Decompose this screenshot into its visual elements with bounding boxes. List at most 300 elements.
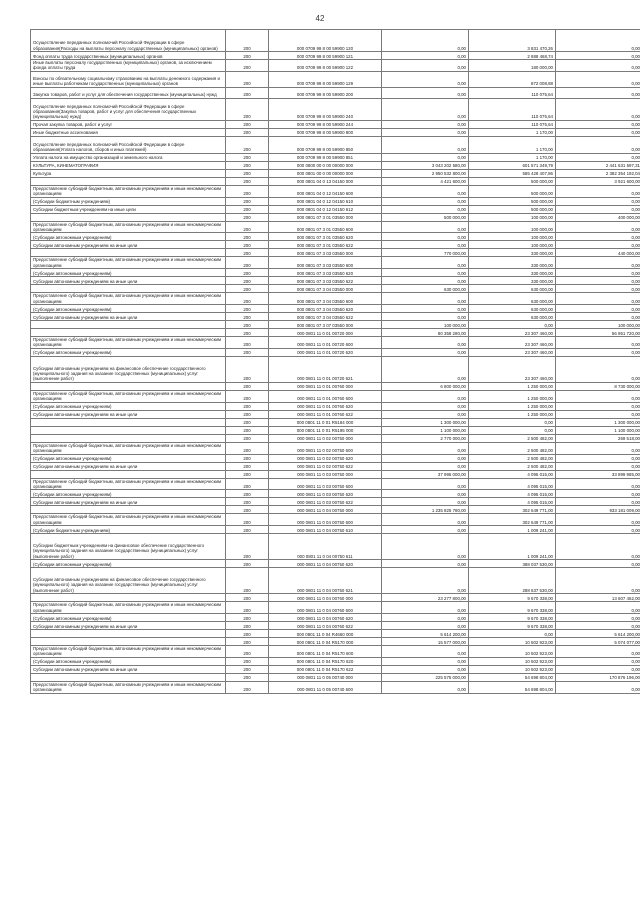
row-name-cell: Осуществление переданных полномочий Российской Федерации в сфере образования(Закупка товаров, работ и услуг для обеспечения государственных (муниципальных) нужд)	[31, 98, 226, 120]
row-kbk-cell: 000 0709 99 8 00 59900 240	[269, 98, 382, 120]
page-number: 42	[315, 14, 325, 23]
table-row	[31, 205, 640, 213]
row-executed-cell: 1 250 000,00	[469, 390, 556, 402]
row-unexecuted-cell: 0,00	[556, 277, 640, 285]
row-executed-cell: 630 000,00	[469, 313, 556, 321]
row-kbk-cell: 000 0801 00 0 00 00000 000	[269, 169, 382, 177]
row-name-cell: Предоставление субсидий бюджетным, автономным учреждениям и иным некоммерческим организациям	[31, 337, 226, 349]
row-approved-cell: 0,00	[382, 337, 469, 349]
row-code-cell: 200	[226, 418, 269, 426]
row-executed-cell: 630 000,00	[469, 285, 556, 293]
row-unexecuted-cell: 0,00	[556, 305, 640, 313]
row-kbk-cell: 000 0801 11 0 02 00750 000	[269, 434, 382, 442]
row-name-cell: Субсидии бюджетным учреждениям на иные цели	[31, 205, 226, 213]
row-approved-cell: 1 235 825 780,00	[382, 506, 469, 514]
row-executed-cell: 1 009 241,00	[469, 526, 556, 534]
row-executed-cell: 54 698 804,00	[469, 673, 556, 681]
row-code-cell: 200	[226, 629, 269, 637]
row-code-cell: 200	[226, 506, 269, 514]
row-unexecuted-cell: 0,00	[556, 602, 640, 614]
row-approved-cell: 0,00	[382, 356, 469, 382]
table-row	[31, 602, 640, 614]
row-executed-cell: 585 428 407,86	[469, 169, 556, 177]
row-name-cell: Субсидии автономным учреждениям на иные цели	[31, 241, 226, 249]
table-row	[31, 136, 640, 153]
row-approved-cell: 630 000,00	[382, 285, 469, 293]
row-approved-cell: 0,00	[382, 60, 469, 72]
row-approved-cell: 0,00	[382, 348, 469, 356]
row-executed-cell: 0,00	[469, 629, 556, 637]
row-code-cell: 200	[226, 293, 269, 305]
row-code-cell: 200	[226, 221, 269, 233]
row-kbk-cell: 000 0801 11 0 05 00740 600	[269, 681, 382, 693]
row-name-cell: Фонд оплаты труда государственных (муниципальных) органов	[31, 52, 226, 60]
row-approved-cell: 0,00	[382, 153, 469, 161]
row-unexecuted-cell: 0,00	[556, 478, 640, 490]
row-name-cell: Прочая закупка товаров, работ и услуг	[31, 120, 226, 128]
row-approved-cell: 0,00	[382, 665, 469, 673]
table-row	[31, 673, 640, 681]
row-executed-cell: 4 095 015,00	[469, 498, 556, 506]
row-approved-cell: 0,00	[382, 87, 469, 98]
row-executed-cell: 110 075,64	[469, 120, 556, 128]
row-kbk-cell: 000 0801 04 0 12 04150 612	[269, 205, 382, 213]
row-executed-cell: 601 571 349,79	[469, 161, 556, 169]
table-row	[31, 506, 640, 514]
row-approved-cell: 1 300 000,00	[382, 418, 469, 426]
row-executed-cell: 23 307 460,00	[469, 356, 556, 382]
row-unexecuted-cell: 0,00	[556, 153, 640, 161]
row-approved-cell: 0,00	[382, 402, 469, 410]
row-executed-cell: 4 095 015,00	[469, 470, 556, 478]
row-unexecuted-cell: 933 181 009,00	[556, 506, 640, 514]
row-name-cell	[31, 382, 226, 390]
row-kbk-cell: 000 0801 11 0 04 R5170 000	[269, 637, 382, 645]
row-executed-cell: 54 698 804,00	[469, 681, 556, 693]
table-row	[31, 277, 640, 285]
row-executed-cell: 100 000,00	[469, 233, 556, 241]
row-unexecuted-cell: 0,00	[556, 221, 640, 233]
row-unexecuted-cell: 1 300 000,00	[556, 418, 640, 426]
row-unexecuted-cell: 0,00	[556, 410, 640, 418]
table-row	[31, 233, 640, 241]
row-approved-cell: 100 000,00	[382, 321, 469, 329]
row-code-cell: 200	[226, 454, 269, 462]
row-unexecuted-cell: 33 899 985,00	[556, 470, 640, 478]
row-code-cell: 200	[226, 313, 269, 321]
row-code-cell: 200	[226, 594, 269, 602]
row-unexecuted-cell: 0,00	[556, 568, 640, 594]
row-approved-cell: 5 614 200,00	[382, 629, 469, 637]
row-approved-cell: 0,00	[382, 602, 469, 614]
row-kbk-cell: 000 0801 11 0 01 00760 622	[269, 410, 382, 418]
row-kbk-cell: 000 0801 11 0 03 00750 000	[269, 470, 382, 478]
row-code-cell: 200	[226, 426, 269, 434]
row-name-cell: (Субсидии бюджетным учреждениям)	[31, 526, 226, 534]
row-code-cell: 200	[226, 382, 269, 390]
row-executed-cell: 500 000,00	[469, 197, 556, 205]
table-row	[31, 594, 640, 602]
row-executed-cell: 4 095 015,00	[469, 490, 556, 498]
row-executed-cell: 10 502 923,00	[469, 665, 556, 673]
row-executed-cell: 330 000,00	[469, 277, 556, 285]
row-unexecuted-cell: 0,00	[556, 490, 640, 498]
table-row	[31, 402, 640, 410]
row-unexecuted-cell: 2 441 631 597,31	[556, 161, 640, 169]
row-name-cell	[31, 506, 226, 514]
row-name-cell	[31, 470, 226, 478]
row-unexecuted-cell: 269 518,00	[556, 434, 640, 442]
row-unexecuted-cell: 0,00	[556, 285, 640, 293]
row-approved-cell: 15 577 000,00	[382, 637, 469, 645]
row-code-cell: 200	[226, 205, 269, 213]
row-kbk-cell: 000 0801 04 0 12 04150 600	[269, 185, 382, 197]
row-unexecuted-cell: 0,00	[556, 657, 640, 665]
table-row	[31, 249, 640, 257]
row-code-cell: 200	[226, 390, 269, 402]
table-row	[31, 98, 640, 120]
row-name-cell: (Субсидии автономным учреждениям)	[31, 490, 226, 498]
row-code-cell: 200	[226, 161, 269, 169]
row-unexecuted-cell: 0,00	[556, 348, 640, 356]
row-approved-cell: 770 000,00	[382, 249, 469, 257]
table-row	[31, 321, 640, 329]
row-approved-cell: 0,00	[382, 128, 469, 136]
row-unexecuted-cell: 13 607 462,00	[556, 594, 640, 602]
table-row	[31, 621, 640, 629]
row-name-cell: Предоставление субсидий бюджетным, автономным учреждениям и иным некоммерческим организациям	[31, 293, 226, 305]
row-executed-cell: 0,00	[469, 321, 556, 329]
row-code-cell: 200	[226, 128, 269, 136]
row-unexecuted-cell: 2 382 354 192,04	[556, 169, 640, 177]
row-approved-cell: 500 000,00	[382, 213, 469, 221]
row-approved-cell: 0,00	[382, 645, 469, 657]
row-code-cell: 200	[226, 498, 269, 506]
row-code-cell: 200	[226, 185, 269, 197]
row-approved-cell: 0,00	[382, 410, 469, 418]
row-name-cell	[31, 329, 226, 337]
row-name-cell: (Субсидии автономным учреждениям)	[31, 657, 226, 665]
row-executed-cell: 1 170,00	[469, 153, 556, 161]
row-kbk-cell: 000 0801 04 0 13 04150 000	[269, 177, 382, 185]
row-unexecuted-cell: 0,00	[556, 313, 640, 321]
row-name-cell: Предоставление субсидий бюджетным, автономным учреждениям и иным некоммерческим организациям	[31, 221, 226, 233]
row-executed-cell: 2 500 482,00	[469, 454, 556, 462]
row-unexecuted-cell: 0,00	[556, 665, 640, 673]
row-executed-cell: 302 649 771,00	[469, 506, 556, 514]
row-approved-cell: 3 043 202 580,00	[382, 161, 469, 169]
row-kbk-cell: 000 0801 11 0 02 00750 620	[269, 454, 382, 462]
table-row	[31, 526, 640, 534]
row-approved-cell: 0,00	[382, 277, 469, 285]
row-executed-cell: 500 000,00	[469, 185, 556, 197]
table-row	[31, 568, 640, 594]
row-name-cell	[31, 426, 226, 434]
row-code-cell: 200	[226, 213, 269, 221]
row-unexecuted-cell: 0,00	[556, 197, 640, 205]
row-executed-cell: 110 075,64	[469, 87, 556, 98]
row-unexecuted-cell: 0,00	[556, 120, 640, 128]
row-code-cell: 200	[226, 665, 269, 673]
table-row	[31, 514, 640, 526]
row-kbk-cell: 000 0801 04 0 12 04150 610	[269, 197, 382, 205]
table-row	[31, 534, 640, 560]
row-executed-cell: 1 170,00	[469, 128, 556, 136]
row-kbk-cell: 000 0801 11 0 04 R4660 000	[269, 629, 382, 637]
row-kbk-cell: 000 0709 99 8 00 59900 129	[269, 71, 382, 87]
row-approved-cell: 0,00	[382, 498, 469, 506]
row-approved-cell: 0,00	[382, 454, 469, 462]
row-unexecuted-cell: 0,00	[556, 98, 640, 120]
row-code-cell: 200	[226, 277, 269, 285]
table-row	[31, 337, 640, 349]
row-unexecuted-cell: 1 100 000,00	[556, 426, 640, 434]
row-executed-cell: 2 500 482,00	[469, 462, 556, 470]
row-name-cell: (Субсидии автономным учреждениям)	[31, 348, 226, 356]
table-row	[31, 120, 640, 128]
row-executed-cell: 10 502 923,00	[469, 637, 556, 645]
row-approved-cell: 0,00	[382, 390, 469, 402]
row-approved-cell: 0,00	[382, 560, 469, 568]
row-name-cell: Закупка товаров, работ и услуг для обеспечения государственных (муниципальных) нужд	[31, 87, 226, 98]
row-executed-cell: 9 670 338,00	[469, 621, 556, 629]
table-row	[31, 462, 640, 470]
row-unexecuted-cell: 0,00	[556, 87, 640, 98]
row-approved-cell: 0,00	[382, 98, 469, 120]
row-code-cell: 200	[226, 71, 269, 87]
table-row	[31, 490, 640, 498]
table-row	[31, 434, 640, 442]
row-code-cell: 200	[226, 136, 269, 153]
row-unexecuted-cell: 0,00	[556, 293, 640, 305]
row-unexecuted-cell: 0,00	[556, 71, 640, 87]
row-name-cell	[31, 673, 226, 681]
row-code-cell: 200	[226, 305, 269, 313]
row-approved-cell: 0,00	[382, 681, 469, 693]
row-kbk-cell: 000 0801 07 3 01 03550 600	[269, 221, 382, 233]
table-row	[31, 681, 640, 693]
row-name-cell: Субсидии автономным учреждениям на иные цели	[31, 498, 226, 506]
row-executed-cell: 180 000,00	[469, 60, 556, 72]
row-name-cell: (Субсидии автономным учреждениям)	[31, 233, 226, 241]
row-executed-cell: 3 831 470,26	[469, 30, 556, 52]
row-executed-cell: 630 000,00	[469, 293, 556, 305]
row-executed-cell: 2 500 482,00	[469, 434, 556, 442]
row-unexecuted-cell: 0,00	[556, 514, 640, 526]
row-approved-cell: 4 421 600,00	[382, 177, 469, 185]
row-unexecuted-cell: 0,00	[556, 337, 640, 349]
row-kbk-cell: 000 0709 99 8 00 59900 850	[269, 136, 382, 153]
table-row	[31, 185, 640, 197]
row-approved-cell: 0,00	[382, 313, 469, 321]
row-approved-cell: 0,00	[382, 269, 469, 277]
row-name-cell: Субсидии автономным учреждениям на иные цели	[31, 410, 226, 418]
row-name-cell: Уплата налога на имущество организаций и земельного налога	[31, 153, 226, 161]
row-unexecuted-cell: 0,00	[556, 205, 640, 213]
row-code-cell: 200	[226, 434, 269, 442]
row-approved-cell: 0,00	[382, 205, 469, 213]
row-approved-cell: 0,00	[382, 293, 469, 305]
row-kbk-cell: 000 0801 07 3 04 03550 000	[269, 285, 382, 293]
row-kbk-cell: 000 0801 11 0 04 00750 000	[269, 506, 382, 514]
row-approved-cell: 0,00	[382, 568, 469, 594]
row-code-cell: 200	[226, 526, 269, 534]
row-code-cell: 200	[226, 490, 269, 498]
row-unexecuted-cell: 0,00	[556, 257, 640, 269]
row-approved-cell: 0,00	[382, 490, 469, 498]
row-executed-cell: 1 250 000,00	[469, 410, 556, 418]
row-unexecuted-cell: 0,00	[556, 681, 640, 693]
row-kbk-cell: 000 0801 11 0 02 00750 622	[269, 462, 382, 470]
table-row	[31, 498, 640, 506]
table-row	[31, 305, 640, 313]
table-row	[31, 382, 640, 390]
row-unexecuted-cell: 3 921 600,00	[556, 177, 640, 185]
row-code-cell: 200	[226, 169, 269, 177]
row-name-cell: Предоставление субсидий бюджетным, автономным учреждениям и иным некоммерческим организациям	[31, 602, 226, 614]
row-name-cell: Предоставление субсидий бюджетным, автономным учреждениям и иным некоммерческим организациям	[31, 514, 226, 526]
row-code-cell: 200	[226, 348, 269, 356]
row-approved-cell: 0,00	[382, 197, 469, 205]
row-kbk-cell: 000 0709 99 8 00 59900 244	[269, 120, 382, 128]
row-kbk-cell: 000 0801 11 0 01 00720 620	[269, 348, 382, 356]
row-executed-cell: 23 307 460,00	[469, 348, 556, 356]
table-row	[31, 454, 640, 462]
row-unexecuted-cell: 0,00	[556, 233, 640, 241]
row-approved-cell: 0,00	[382, 136, 469, 153]
row-code-cell: 200	[226, 621, 269, 629]
row-code-cell: 200	[226, 257, 269, 269]
row-name-cell: Предоставление субсидий бюджетным, автономным учреждениям и иным некоммерческим организациям	[31, 681, 226, 693]
row-name-cell: Субсидии автономным учреждениям на финансовое обеспечение государственного (муниципального) задания на оказание государственных (муниципальных) услуг (выполнение работ)	[31, 568, 226, 594]
row-executed-cell: 110 075,64	[469, 98, 556, 120]
row-code-cell: 200	[226, 285, 269, 293]
table-row	[31, 87, 640, 98]
row-code-cell: 200	[226, 241, 269, 249]
row-approved-cell: 0,00	[382, 534, 469, 560]
row-code-cell: 200	[226, 673, 269, 681]
table-row	[31, 478, 640, 490]
table-row	[31, 213, 640, 221]
row-name-cell: Субсидии автономным учреждениям на иные цели	[31, 462, 226, 470]
table-row	[31, 645, 640, 657]
row-unexecuted-cell: 0,00	[556, 526, 640, 534]
row-kbk-cell: 000 0801 07 3 07 03550 000	[269, 321, 382, 329]
row-unexecuted-cell: 0,00	[556, 402, 640, 410]
row-kbk-cell: 000 0801 11 0 04 00760 000	[269, 594, 382, 602]
table-row	[31, 418, 640, 426]
row-executed-cell: 1 250 000,00	[469, 402, 556, 410]
row-unexecuted-cell: 0,00	[556, 613, 640, 621]
row-approved-cell: 6 800 000,00	[382, 382, 469, 390]
row-code-cell: 200	[226, 478, 269, 490]
row-executed-cell: 10 502 923,00	[469, 645, 556, 657]
table-row	[31, 426, 640, 434]
row-code-cell: 200	[226, 153, 269, 161]
row-executed-cell: 23 307 460,00	[469, 329, 556, 337]
row-unexecuted-cell: 56 951 720,00	[556, 329, 640, 337]
row-code-cell: 200	[226, 410, 269, 418]
row-executed-cell: 100 000,00	[469, 221, 556, 233]
row-executed-cell: 2 888 468,74	[469, 52, 556, 60]
row-kbk-cell: 000 0801 07 3 03 03550 620	[269, 269, 382, 277]
row-approved-cell: 0,00	[382, 462, 469, 470]
row-approved-cell: 0,00	[382, 305, 469, 313]
row-approved-cell: 2 950 532 800,00	[382, 169, 469, 177]
row-kbk-cell: 000 0801 11 0 04 R5170 622	[269, 665, 382, 673]
row-code-cell: 200	[226, 177, 269, 185]
row-name-cell: (Субсидии автономным учреждениям)	[31, 560, 226, 568]
row-code-cell: 200	[226, 470, 269, 478]
row-executed-cell: 100 000,00	[469, 241, 556, 249]
row-approved-cell: 0,00	[382, 30, 469, 52]
row-kbk-cell: 000 0801 11 0 04 00750 621	[269, 568, 382, 594]
row-approved-cell: 0,00	[382, 657, 469, 665]
row-code-cell: 200	[226, 356, 269, 382]
row-kbk-cell: 000 0801 11 0 01 00760 000	[269, 382, 382, 390]
row-approved-cell: 0,00	[382, 52, 469, 60]
row-approved-cell: 2 770 000,00	[382, 434, 469, 442]
row-name-cell	[31, 418, 226, 426]
table-row	[31, 665, 640, 673]
row-approved-cell: 0,00	[382, 526, 469, 534]
table-row	[31, 442, 640, 454]
table-row	[31, 470, 640, 478]
row-executed-cell: 872 008,88	[469, 71, 556, 87]
row-name-cell: Иные выплаты персоналу государственных (муниципальных) органов, за исключением фонда оплаты труда	[31, 60, 226, 72]
row-code-cell: 200	[226, 269, 269, 277]
row-name-cell: КУЛЬТУРА, КИНЕМАТОГРАФИЯ	[31, 161, 226, 169]
row-name-cell: Осуществление переданных полномочий Российской Федерации в сфере образования(Расходы на выплаты персоналу государственных (муниципальных) органов)	[31, 30, 226, 52]
row-executed-cell: 1 250 000,00	[469, 382, 556, 390]
row-unexecuted-cell: 5 074 077,00	[556, 637, 640, 645]
row-name-cell: Субсидии автономным учреждениям на иные цели	[31, 277, 226, 285]
row-kbk-cell: 000 0801 07 3 04 03550 622	[269, 313, 382, 321]
row-kbk-cell: 000 0801 11 0 04 00750 610	[269, 526, 382, 534]
row-approved-cell: 80 358 280,00	[382, 329, 469, 337]
row-code-cell: 200	[226, 602, 269, 614]
row-approved-cell: 0,00	[382, 442, 469, 454]
row-code-cell: 200	[226, 98, 269, 120]
row-executed-cell: 288 637 530,00	[469, 568, 556, 594]
row-unexecuted-cell: 5 614 200,00	[556, 629, 640, 637]
row-kbk-cell: 000 0801 07 3 01 03550 622	[269, 241, 382, 249]
row-kbk-cell: 000 0709 99 8 00 59900 121	[269, 52, 382, 60]
row-approved-cell: 0,00	[382, 613, 469, 621]
row-name-cell: Субсидии автономным учреждениям на финансовое обеспечение государственного (муниципального) задания на оказание государственных (муниципальных) услуг (выполнение работ)	[31, 356, 226, 382]
row-executed-cell: 330 000,00	[469, 249, 556, 257]
table-row	[31, 30, 640, 52]
row-unexecuted-cell: 0,00	[556, 241, 640, 249]
row-name-cell	[31, 249, 226, 257]
row-name-cell: Субсидии автономным учреждениям на иные цели	[31, 621, 226, 629]
row-code-cell: 200	[226, 321, 269, 329]
row-name-cell: Субсидии автономным учреждениям на иные цели	[31, 313, 226, 321]
row-kbk-cell: 000 0801 11 0 04 00750 611	[269, 534, 382, 560]
row-name-cell: Осуществление переданных полномочий Российской Федерации в сфере образования(Уплата налогов, сборов и иных платежей)	[31, 136, 226, 153]
table-row	[31, 71, 640, 87]
row-executed-cell: 500 000,00	[469, 205, 556, 213]
row-name-cell: Предоставление субсидий бюджетным, автономным учреждениям и иным некоммерческим организациям	[31, 645, 226, 657]
row-unexecuted-cell: 0,00	[556, 128, 640, 136]
row-approved-cell: 225 575 000,00	[382, 673, 469, 681]
row-approved-cell: 0,00	[382, 514, 469, 526]
table-row	[31, 269, 640, 277]
row-name-cell: Предоставление субсидий бюджетным, автономным учреждениям и иным некоммерческим организациям	[31, 257, 226, 269]
row-name-cell: Субсидии автономным учреждениям на иные цели	[31, 665, 226, 673]
row-code-cell: 200	[226, 329, 269, 337]
row-name-cell: Предоставление субсидий бюджетным, автономным учреждениям и иным некоммерческим организациям	[31, 478, 226, 490]
